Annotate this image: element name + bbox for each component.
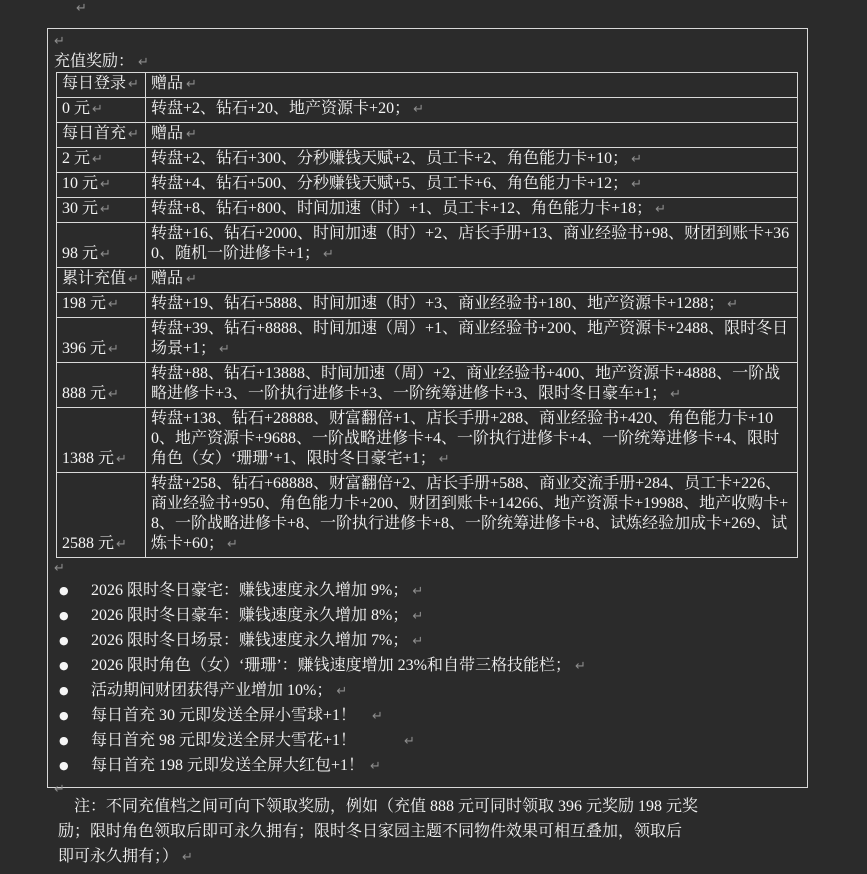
cell-end-mark: ↵ [100,247,111,262]
reward-text: 转盘+8、钻石+800、时间加速（时）+1、员工卡+12、角色能力卡+18； [151,200,653,217]
table-row [57,73,798,98]
tier-cell [57,268,146,293]
reward-text: 赠品 [151,125,184,142]
paragraph-mark: ↵ [575,659,586,674]
paragraph-mark: ↵ [54,782,65,797]
paragraph-mark: ↵ [404,734,415,749]
bullet-icon: ● [59,709,69,722]
tier-label: 0 元 [62,100,91,117]
cell-end-mark: ↵ [186,77,197,92]
reward-cell [146,318,798,363]
reward-text: 转盘+258、钻石+68888、财富翻倍+2、店长手册+588、商业交流手册+284、员工卡+226、商业经验书+950、角色能力卡+200、财团到账卡+14266、地产资源卡+19988、地产收购卡+8、一阶战略进修卡+8、一阶执行进修卡+8、一阶统筹进修卡+8、试炼经验加成卡+269、试炼卡+60； [151,475,789,552]
cell-end-mark: ↵ [227,537,238,552]
tier-cell [57,293,146,318]
table-row [57,223,798,268]
list-item [54,704,801,729]
tier-label: 2 元 [62,150,91,167]
reward-text: 转盘+39、钻石+8888、时间加速（周）+1、商业经验书+200、地产资源卡+2488、限时冬日场景+1； [151,320,789,357]
cell-end-mark: ↵ [128,127,139,142]
cell-end-mark: ↵ [438,452,450,467]
reward-text: 转盘+4、钻石+500、分秒赚钱天赋+5、员工卡+6、角色能力卡+12； [151,175,629,192]
cell-end-mark: ↵ [116,537,127,552]
tier-label: 888 元 [62,385,107,402]
table-row [57,268,798,293]
bullet-icon: ● [59,584,69,597]
cell-end-mark: ↵ [631,152,643,167]
list-item [54,729,801,754]
reward-cell [146,148,798,173]
paragraph-mark: ↵ [182,850,193,865]
tier-cell [57,318,146,363]
reward-text: 转盘+16、钻石+2000、时间加速（时）+2、店长手册+13、商业经验书+98、财团到账卡+360、随机一阶进修卡+1； [151,225,790,262]
table-row [57,198,798,223]
bullet-icon: ● [59,684,69,697]
paragraph-mark: ↵ [54,34,65,49]
paragraph-mark: ↵ [54,561,65,576]
cell-end-mark: ↵ [413,102,424,117]
paragraph-mark: ↵ [372,709,383,724]
reward-cell [146,98,798,123]
tier-cell [57,198,146,223]
paragraph-mark: ↵ [138,55,149,70]
list-item-text: 每日首充 198 元即发送全屏大红包+1！ [91,757,365,774]
reward-text: 赠品 [151,270,184,287]
cell-end-mark: ↵ [128,77,139,92]
tier-cell [57,223,146,268]
tier-label: 98 元 [62,245,99,262]
reward-cell [146,473,798,558]
paragraph-mark: ↵ [412,609,424,624]
table-row [57,473,798,558]
empty-paragraph [54,31,801,51]
list-item-text: 每日首充 98 元即发送全屏大雪花+1！ [91,732,357,749]
paragraph-mark: ↵ [370,759,381,774]
tier-label: 每日首充 [62,125,127,142]
cell-end-mark: ↵ [655,202,667,217]
table-row [57,293,798,318]
tier-cell [57,98,146,123]
bullet-list [54,579,801,779]
tier-cell [57,173,146,198]
cell-end-mark: ↵ [727,297,739,312]
list-item [54,579,801,604]
reward-text: 转盘+2、钻石+20、地产资源卡+20； [151,100,411,117]
table-row [57,363,798,408]
reward-cell [146,293,798,318]
cell-end-mark: ↵ [186,127,197,142]
table-row [57,98,798,123]
cell-end-mark: ↵ [219,342,230,357]
reward-cell [146,198,798,223]
document-body[interactable] [47,28,808,797]
tier-cell [57,408,146,473]
list-item-text: 2026 限时冬日豪车：赚钱速度永久增加 8%； [91,607,409,624]
paragraph-mark: ↵ [412,584,424,599]
tier-cell [57,473,146,558]
list-item-text: 2026 限时角色（女）‘珊珊’：赚钱速度增加 23%和自带三格技能栏； [91,657,571,674]
bullet-icon: ● [59,659,69,672]
tier-label: 每日登录 [62,75,127,92]
tier-label: 198 元 [62,295,107,312]
cell-end-mark: ↵ [631,177,643,192]
paragraph-mark: ↵ [336,684,348,699]
cell-end-mark: ↵ [108,297,119,312]
cell-end-mark: ↵ [108,387,119,402]
cell-end-mark: ↵ [100,177,111,192]
cell-end-mark: ↵ [92,102,103,117]
note-paragraph [58,794,814,870]
table-row [57,123,798,148]
tier-cell [57,148,146,173]
tier-label: 10 元 [62,175,99,192]
tier-cell [57,73,146,98]
reward-text: 转盘+88、钻石+13888、时间加速（周）+2、商业经验书+400、地产资源卡+4888、一阶战略进修卡+3、一阶执行进修卡+3、一阶统筹进修卡+3、限时冬日豪车+1； [151,365,781,402]
bullet-icon: ● [59,734,69,747]
tier-label: 累计充值 [62,270,127,287]
list-item-text: 活动期间财团获得产业增加 10%； [91,682,333,699]
reward-cell [146,223,798,268]
note-line: 励；限时角色领取后即可永久拥有；限时冬日家园主题不同物件效果可相互叠加，领取后 [58,823,683,840]
empty-paragraph [54,558,801,578]
tier-cell [57,123,146,148]
reward-cell [146,363,798,408]
paragraph-mark: ↵ [76,1,87,16]
cell-end-mark: ↵ [128,272,139,287]
rewards-table [56,72,798,558]
list-item-text: 2026 限时冬日场景：赚钱速度永久增加 7%； [91,632,409,649]
cell-end-mark: ↵ [670,387,682,402]
table-row [57,148,798,173]
table-row [57,408,798,473]
table-row [57,173,798,198]
reward-cell [146,173,798,198]
cell-end-mark: ↵ [323,247,334,262]
reward-cell [146,73,798,98]
list-item [54,679,801,704]
tier-label: 2588 元 [62,535,115,552]
cell-end-mark: ↵ [100,202,111,217]
reward-text: 赠品 [151,75,184,92]
list-item [54,629,801,654]
table-row [57,318,798,363]
note-line: 即可永久拥有；） ↵ [58,848,193,865]
bullet-icon: ● [59,634,69,647]
cell-end-mark: ↵ [186,272,197,287]
tier-label: 1388 元 [62,450,115,467]
bullet-icon: ● [59,759,69,772]
tier-label: 30 元 [62,200,99,217]
list-item [54,754,801,779]
bullet-icon: ● [59,609,69,622]
title-paragraph [54,51,801,72]
cell-end-mark: ↵ [108,342,119,357]
list-item [54,654,801,679]
reward-cell [146,268,798,293]
reward-text: 转盘+138、钻石+28888、财富翻倍+1、店长手册+288、商业经验书+420、角色能力卡+100、地产资源卡+9688、一阶战略进修卡+4、一阶执行进修卡+4、一阶统筹进修卡+4、限时角色（女）‘珊珊’+1、限时冬日豪宅+1； [151,410,780,467]
note-line: 注：不同充值档之间可向下领取奖励，例如（充值 888 元可同时领取 396 元奖励 198 元奖 [74,798,699,815]
cell-end-mark: ↵ [116,452,127,467]
list-item-text: 2026 限时冬日豪宅：赚钱速度永久增加 9%； [91,582,409,599]
reward-cell [146,123,798,148]
paragraph-mark: ↵ [412,634,424,649]
reward-text: 转盘+19、钻石+5888、时间加速（时）+3、商业经验书+180、地产资源卡+1288； [151,295,725,312]
reward-cell [146,408,798,473]
tier-cell [57,363,146,408]
tier-label: 396 元 [62,340,107,357]
page-title: 充值奖励： [54,53,135,70]
list-item-text: 每日首充 30 元即发送全屏小雪球+1！ [91,707,357,724]
cell-end-mark: ↵ [92,152,103,167]
list-item [54,604,801,629]
reward-text: 转盘+2、钻石+300、分秒赚钱天赋+2、员工卡+2、角色能力卡+10； [151,150,629,167]
